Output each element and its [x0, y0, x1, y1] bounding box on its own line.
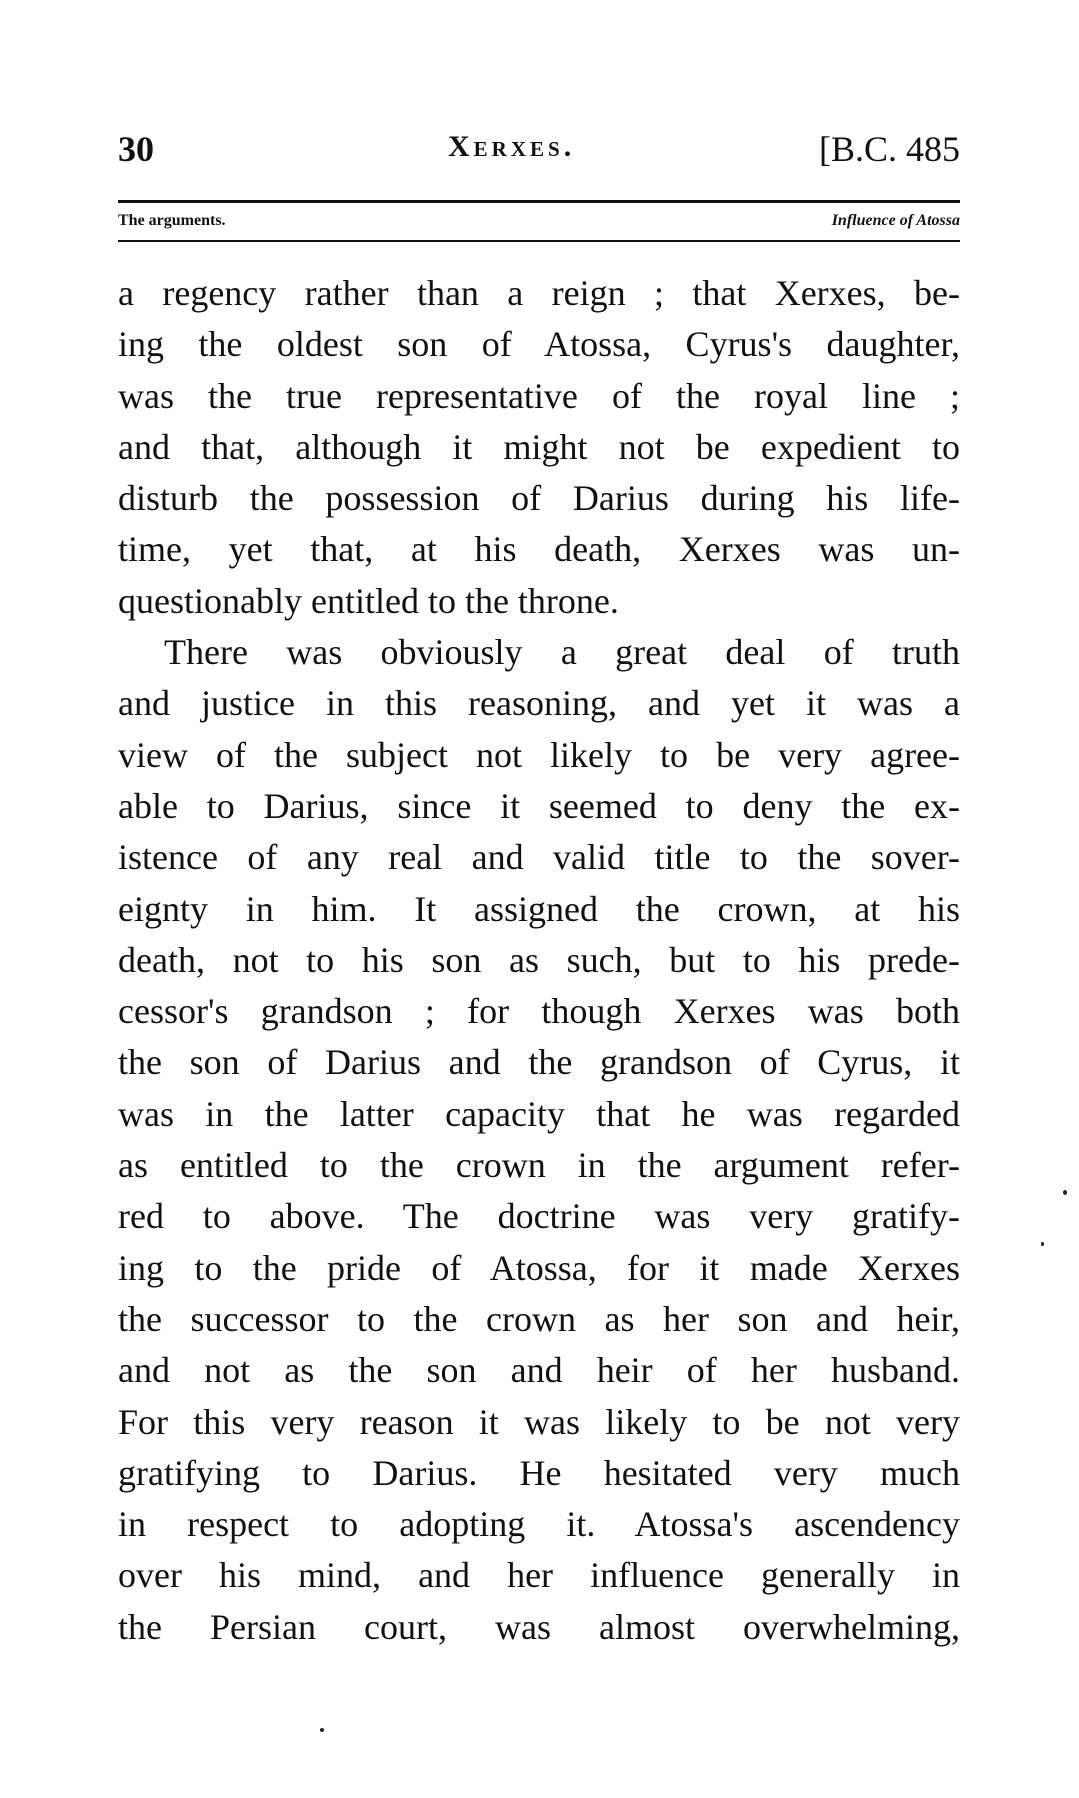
text-line: time, yet that, at his death, Xerxes was un-: [118, 529, 960, 570]
header-rule-top: [118, 200, 960, 203]
side-heading-left: The arguments.: [118, 212, 226, 229]
text-line: was the true representative of the royal line ;: [118, 375, 960, 416]
text-line: and not as the son and heir of her husband.: [118, 1350, 960, 1391]
text-line: eignty in him. It assigned the crown, at his: [118, 888, 960, 929]
text-line: death, not to his son as such, but to his prede-: [118, 939, 960, 980]
text-line: a regency rather than a reign ; that Xerxes, be-: [118, 273, 960, 313]
ink-speck: [1063, 1190, 1067, 1195]
text-line: questionably entitled to the throne.: [118, 580, 619, 621]
text-line: cessor's grandson ; for though Xerxes was both: [118, 991, 960, 1032]
side-heading-right: Influence of Atossa: [831, 212, 960, 229]
text-line: disturb the possession of Darius during his life-: [118, 478, 960, 519]
text-line: For this very reason it was likely to be not very: [118, 1401, 960, 1442]
text-line: able to Darius, since it seemed to deny the ex-: [118, 785, 960, 826]
text-line: the successor to the crown as her son and heir,: [118, 1298, 960, 1339]
text-line: ing to the pride of Atossa, for it made Xerxes: [118, 1247, 960, 1288]
text-line: in respect to adopting it. Atossa's ascendency: [118, 1504, 960, 1545]
running-head: [118, 128, 960, 178]
text-line: was in the latter capacity that he was regarded: [118, 1093, 960, 1134]
text-line: and justice in this reasoning, and yet it was a: [118, 683, 960, 724]
text-line: over his mind, and her influence generally in: [118, 1555, 960, 1596]
text-line: the Persian court, was almost overwhelming,: [118, 1606, 960, 1647]
running-date: [B.C. 485: [818, 129, 960, 169]
text-line: There was obviously a great deal of truth: [164, 632, 960, 673]
running-title: Xerxes.: [448, 130, 576, 163]
page-number: 30: [118, 129, 154, 169]
body-text: [118, 268, 960, 1653]
text-line: gratifying to Darius. He hesitated very much: [118, 1452, 960, 1493]
text-line: ing the oldest son of Atossa, Cyrus's daughter,: [118, 324, 960, 365]
text-line: as entitled to the crown in the argument refer-: [118, 1145, 960, 1186]
text-line: red to above. The doctrine was very gratify-: [118, 1196, 960, 1237]
text-line: and that, although it might not be expedient to: [118, 426, 960, 467]
text-line: istence of any real and valid title to the sover-: [118, 837, 960, 878]
ink-speck: [1041, 1242, 1044, 1246]
ink-speck: [320, 1728, 324, 1732]
text-line: view of the subject not likely to be very agree-: [118, 734, 960, 775]
header-rule-bottom: [118, 240, 960, 242]
text-line: the son of Darius and the grandson of Cyrus, it: [118, 1042, 960, 1083]
